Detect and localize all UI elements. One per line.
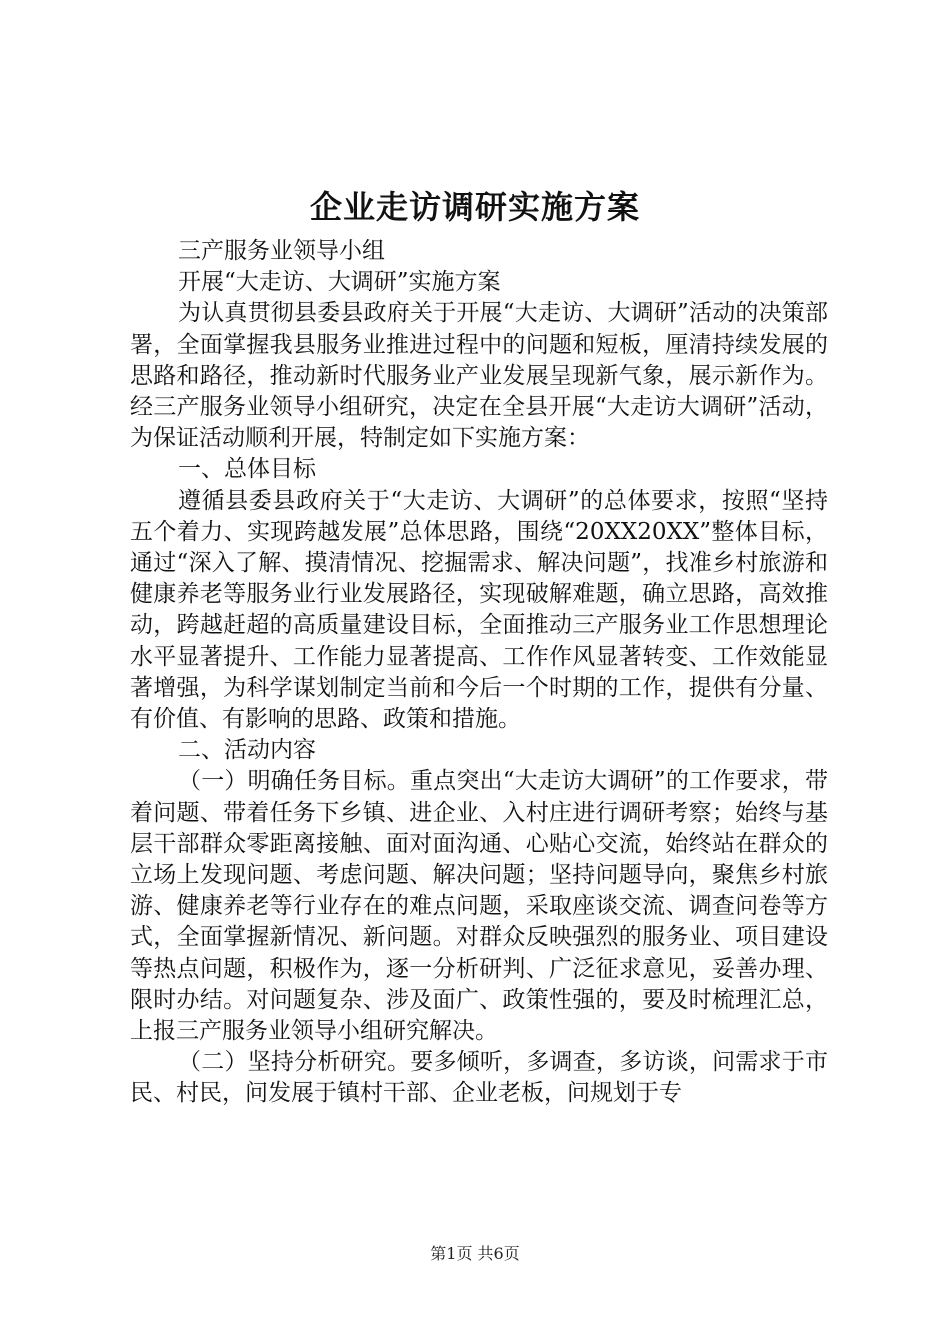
goal-paragraph: 遵循县委县政府关于“大走访、大调研”的总体要求，按照“坚持五个着力、实现跨越发展”总体思路，围绕“20XX20XX”整体目标，通过“深入了解、摸清情况、挖掘需求、解决问题”，找准乡村旅游和健康养老等服务业行业发展路径，实现破解难题，确立思路，高效推动，跨越赶超的高质量建设目标，全面推动三产服务业工作思想理论水平显著提升、工作能力显著提高、工作作风显著转变、工作效能显著增强，为科学谋划制定当前和今后一个时期的工作，提供有分量、有价值、有影响的思路、政策和措施。: [130, 487, 828, 733]
content-paragraph-1: （一）明确任务目标。重点突出“大走访大调研”的工作要求，带着问题、带着任务下乡镇、进企业、入村庄进行调研考察；始终与基层干部群众零距离接触、面对面沟通、心贴心交流，始终站在群众的立场上发现问题、考虑问题、解决问题；坚持问题导向，聚焦乡村旅游、健康养老等行业存在的难点问题，采取座谈交流、调查问卷等方式，全面掌握新情况、新问题。对群众反映强烈的服务业、项目建设等热点问题，积极作为，逐一分析研判、广泛征求意见，妥善办理、限时办结。对问题复杂、涉及面广、政策性强的，要及时梳理汇总，上报三产服务业领导小组研究解决。: [130, 768, 828, 1045]
page-number: 第1页 共6页: [430, 1244, 520, 1263]
intro-paragraph: 为认真贯彻县委县政府关于开展“大走访、大调研”活动的决策部署，全面掌握我县服务业推进过程中的问题和短板，厘清持续发展的思路和路径，推动新时代服务业产业发展呈现新气象，展示新作为。经三产服务业领导小组研究，决定在全县开展“大走访大调研”活动，为保证活动顺利开展，特制定如下实施方案：: [130, 300, 828, 452]
document-title: 企业走访调研实施方案: [309, 188, 640, 226]
document-body: [130, 236, 828, 1110]
plan-subtitle: 开展“大走访、大调研”实施方案: [178, 269, 501, 296]
org-name: 三产服务业领导小组: [178, 238, 385, 264]
section-heading-1: 一、总体目标: [178, 456, 316, 483]
content-paragraph-2: （二）坚持分析研究。要多倾听，多调查，多访谈，问需求于市民、村民，问发展于镇村干部、企业老板，问规划于专: [130, 1049, 828, 1107]
section-heading-2: 二、活动内容: [178, 737, 316, 764]
